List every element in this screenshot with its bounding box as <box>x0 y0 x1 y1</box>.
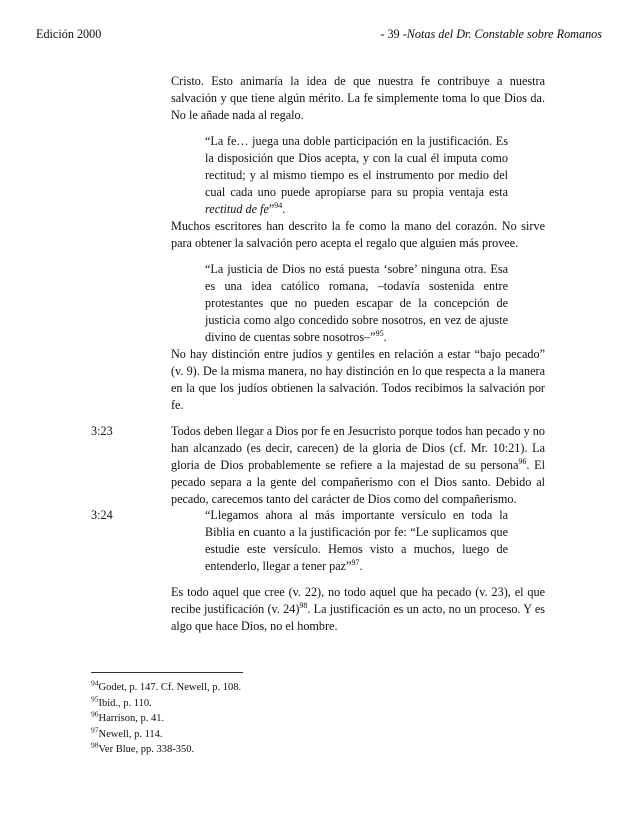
footnote-96: $^{96}$Harrison, p. 41. <box>91 709 165 724</box>
footnote-97: $^{97}$Newell, p. 114. <box>91 725 163 740</box>
paragraph-4: Es todo aquel que cree (v. 22), no todo aquel que ha pecado (v. 23), el que recibe justificación (v. 24)$^{98}$. La justificación es un acto, no un proceso. Y es algo que hace Dios, no el hombre. <box>171 585 545 633</box>
paragraph-1: Cristo. Esto animaría la idea de que nuestra fe contribuye a nuestra salvación y que tiene algún mérito. La fe simplemente toma lo que Dios da. No le añade nada al regalo. <box>171 74 545 122</box>
emphasis-text: rectitud de fe <box>205 202 269 216</box>
edition-label: Edición 2000 <box>36 27 102 41</box>
verse-ref-3-23: 3:23 <box>91 424 113 438</box>
footnote-ref-98: 98 <box>299 600 308 610</box>
footnote-divider <box>91 672 243 673</box>
running-title <box>380 26 602 42</box>
footnote-ref-96: 96 <box>518 456 527 466</box>
verse-commentary-3-23: Todos deben llegar a Dios por fe en Jesucristo porque todos han pecado y no han alcanzado (es decir, carecen) de la gloria de Dios (cf. Mr. 10:21). La gloria de Dios probablemente se refiere a la majestad de su persona$^{96}$. El pecado separa a la gente del compañerismo con el Dios santo. Debido al pecado, carecemos tanto del carácter de Dios como del compañerismo. <box>171 424 545 506</box>
footnotes <box>91 680 491 758</box>
book-title: Notas del Dr. Constable sobre Romanos <box>406 27 602 41</box>
footnote-98: $^{98}$Ver Blue, pp. 338-350. <box>91 740 195 755</box>
paragraph-2: Muchos escritores han descrito la fe como la mano del corazón. No sirve para obtener la salvación pero acepta el regalo que alguien más provee. <box>171 219 545 250</box>
verse-ref-3-24: 3:24 <box>91 508 113 522</box>
paragraph-3: No hay distinción entre judíos y gentiles en relación a estar “bajo pecado” (v. 9). De la misma manera, no hay distinción en lo que respecta a la manera en la que los judíos obtienen la salvación. Todos recibimos la salvación por fe. <box>171 347 545 412</box>
quote-2: “La justicia de Dios no está puesta ‘sobre’ ninguna otra. Esa es una idea católico romana, –todavía sostenida entre protestantes que no pueden escapar de la concepción de justicia como algo concedido sobre nosotros, en vez de ajuste divino de cuentas sobre nosotros–”$^{95}$. <box>205 262 508 344</box>
quote-1: “La fe… juega una doble participación en la justificación. Es la disposición que Dios acepta, y con la cual él imputa como rectitud; y al mismo tiempo es el instrumento por medio del cual cada uno puede apropiarse para su propia ventaja esta rectitud de fe”$^{94}$. <box>205 134 508 216</box>
page-number: - 39 - <box>380 27 407 41</box>
footnote-ref-95: 95 <box>375 328 384 338</box>
quote-3: “Llegamos ahora al más importante versículo en toda la Biblia en cuanto a la justificación por fe: “Le suplicamos que estudie este versículo. Hemos visto a muchos, luego de entenderlo, llegar a tener paz”$^{97}$. <box>205 508 508 573</box>
footnote-ref-97: 97 <box>351 557 360 567</box>
footnote-95: $^{95}$Ibid., p. 110. <box>91 694 152 709</box>
footnote-94: $^{94}$Godet, p. 147. Cf. Newell, p. 108. <box>91 678 242 693</box>
footnote-ref-94: 94 <box>274 200 283 210</box>
